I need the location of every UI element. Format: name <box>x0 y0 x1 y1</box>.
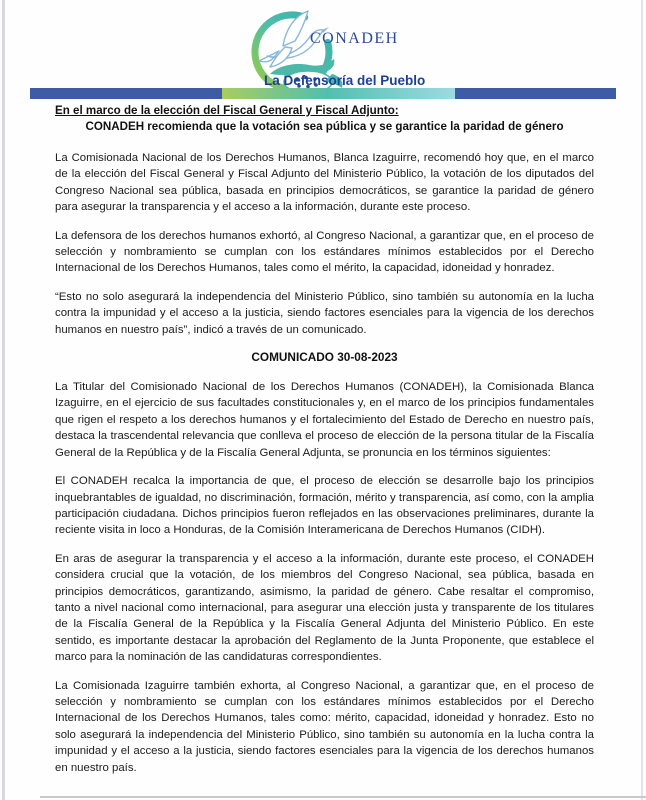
logo-org-abbrev: CONADEH <box>310 30 399 47</box>
intro-paragraph-3: “Esto no solo asegurará la independencia del Ministerio Público, sino también su autonomía en la lucha contra la impunidad y el acceso a la justicia, siendo factores esenciales para la vigencia de los derechos humanos en nuestro país”, indicó a través de un comunicado. <box>55 290 594 336</box>
comunicado-paragraph-2: El CONADEH recalca la importancia de que, el proceso de elección se desarrolle bajo los principios inquebrantables de igualdad, no discriminación, formación, mérito y transparencia, así como, con la amplia participación ciudadana. Dichos principios fueron reflejados en las observaciones preliminares, durante la reciente visita in loco a Honduras, de la Comisión Interamericana de Derechos Humanos (CIDH). <box>55 475 594 537</box>
intro-paragraph-2: La defensora de los derechos humanos exhortó, al Congreso Nacional, a garantizar que, en el proceso de selección y nombramiento se cumplan con los estándares mínimos establecidos por el Derecho Internacional de los Derechos Humanos, tales como el mérito, la capacidad, idoneidad y honradez. <box>55 229 594 275</box>
bar-segment-left <box>30 88 222 99</box>
comunicado-paragraph-1: La Titular del Comisionado Nacional de los Derechos Humanos (CONADEH), la Comisionada Blanca Izaguirre, en el ejercicio de sus facultades constitucionales y, en el marco de los principios fundamentales que rigen el respeto a los derechos humanos y el fortalecimiento del Estado de Derecho en nuestro país, destaca la trascendental relevancia que conlleva el proceso de elección de la persona titular de la Fiscalía General de la República y de la Fiscalía General Adjunta, se pronuncia en los términos siguientes: <box>55 381 594 459</box>
paper-edge-right <box>641 0 643 800</box>
comunicado-heading: COMUNICADO 30-08-2023 <box>251 350 398 365</box>
intro-paragraph-1: La Comisionada Nacional de los Derechos Humanos, Blanca Izaguirre, recomendó hoy que, en el marco de la elección del Fiscal General y Fiscal Adjunto del Ministerio Público, la votación de los diputados del Congreso Nacional sea pública, basada en principios democráticos, se garantice la paridad de género para asegurar la transparencia y el acceso a la información, durante este proceso. <box>55 152 594 214</box>
paper-edge-left <box>2 0 5 800</box>
conadeh-logo <box>212 4 452 100</box>
paper-edge-bottom <box>40 796 646 798</box>
document-body <box>55 104 594 788</box>
bar-segment-right <box>455 88 616 99</box>
bar-segment-middle <box>222 88 455 99</box>
header-divider-bar <box>30 88 616 99</box>
comunicado-paragraph-3: En aras de asegurar la transparencia y el acceso a la información, durante este proceso, el CONADEH considera crucial que la votación, de los miembros del Congreso Nacional, sea pública, basada en principios democráticos, garantizando, asimismo, la paridad de género. Cabe resaltar el compromiso, tanto a nivel nacional como internacional, para asegurar una elección justa y transparente de los titulares de la Fiscalía General de la República y la Fiscalía General Adjunta del Ministerio Público. En este sentido, es importante destacar la aprobación del Reglamento de la Junta Proponente, que establece el marco para la nominación de las candidaturas correspondientes. <box>55 552 594 664</box>
heading-kicker: En el marco de la elección del Fiscal General y Fiscal Adjunto: <box>55 104 399 117</box>
comunicado-paragraph-4: La Comisionada Izaguirre también exhorta, al Congreso Nacional, a garantizar que, en el proceso de selección y nombramiento se cumplan con los estándares mínimos establecidos por el Derecho Internacional de los Derechos Humanos, tales como: mérito, capacidad, idoneidad y honradez. Esto no solo asegurará la independencia del Ministerio Público, sino también su autonomía en la lucha contra la impunidad y el acceso a la justicia, siendo factores esenciales para la vigencia de los derechos humanos en nuestro país. <box>55 679 594 774</box>
heading-title: CONADEH recomienda que la votación sea pública y se garantice la paridad de género <box>85 120 564 133</box>
logo-tagline: La Defensoría del Pueblo <box>264 73 426 88</box>
